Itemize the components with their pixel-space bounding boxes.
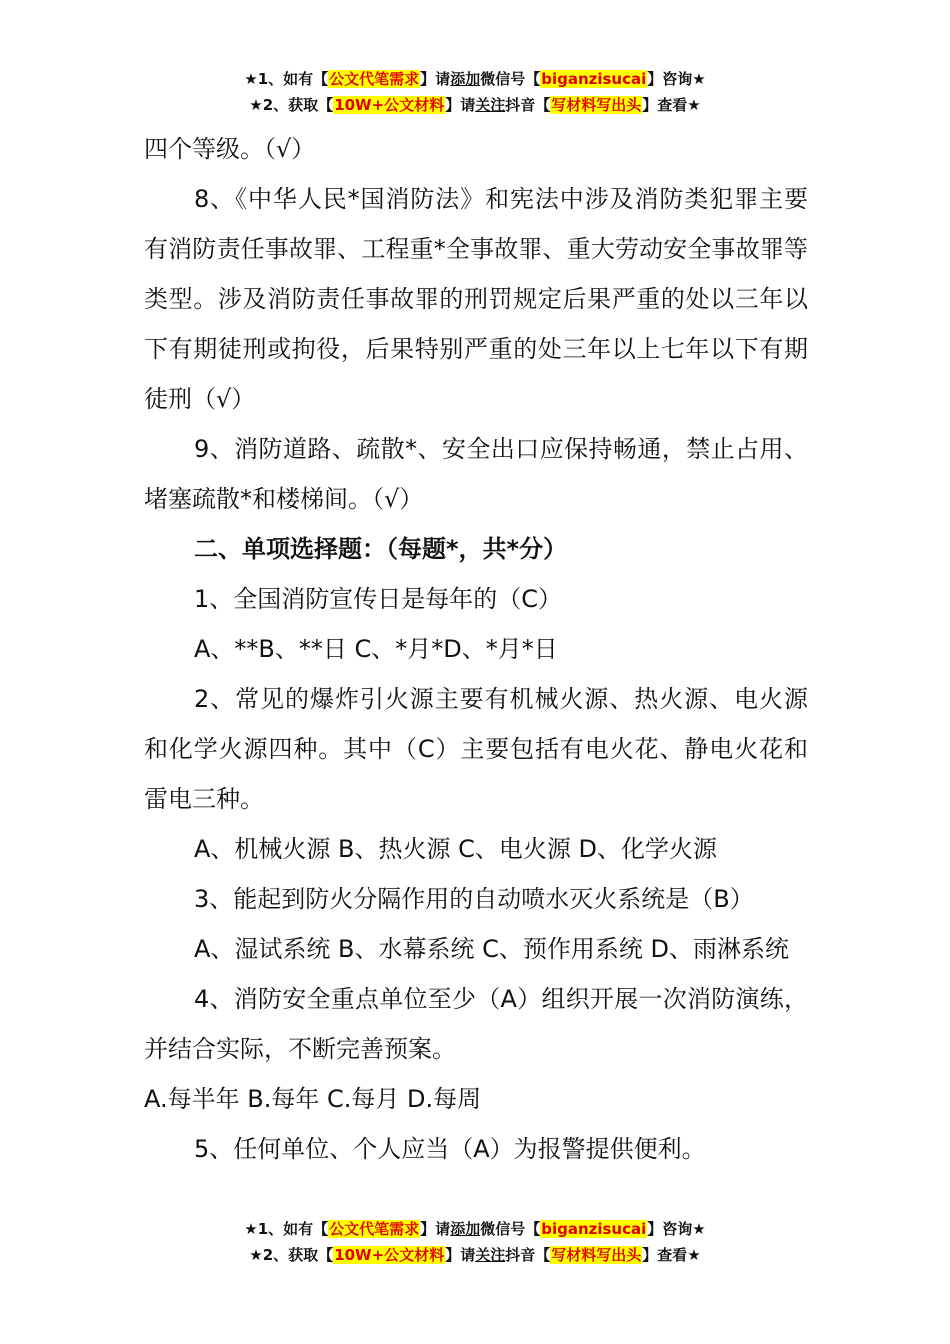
banner-highlight-wechat: biganzisucai [541,1220,647,1238]
banner-text: 微信号【 [480,1220,541,1238]
paragraph: 9、消防道路、疏散*、安全出口应保持畅通，禁止占用、堵塞疏散*和楼梯间。（√） [144,435,808,513]
banner-text: 微信号【 [480,70,541,88]
banner-text: ★2、获取【 [249,1246,334,1264]
banner-text: 】请 [420,70,451,88]
banner-underline: 添加 [450,1220,481,1238]
question: 2、常见的爆炸引火源主要有机械火源、热火源、电火源和化学火源四种。其中（C）主要包括有电火花、静电火花和雷电三种。 [144,685,808,813]
banner-highlight: 公文代笔需求 [329,1220,420,1238]
paragraph: 8、《中华人民*国消防法》和宪法中涉及消防类犯罪主要有消防责任事故罪、工程重*全事故罪、重大劳动安全事故罪等类型。涉及消防责任事故罪的刑罚规定后果严重的处以三年以下有期徒刑或拘役，后果特别严重的处三年以上七年以下有期徒刑（√） [144,185,808,413]
header-banner [0,66,950,118]
options: A、**B、**日 C、*月*D、*月*日 [194,635,558,663]
banner-text: ★2、获取【 [249,96,334,114]
banner-underline: 添加 [450,70,481,88]
banner-text: 】咨询★ [647,70,706,88]
document-body [144,124,808,1174]
options: A、机械火源 B、热火源 C、电火源 D、化学火源 [194,835,718,863]
banner-text: ★1、如有【 [244,70,329,88]
banner-highlight-douyin: 写材料写出头 [551,96,642,114]
banner-text: 】请 [445,1246,476,1264]
options: A、湿试系统 B、水幕系统 C、预作用系统 D、雨淋系统 [194,935,790,963]
question: 4、消防安全重点单位至少（A）组织开展一次消防演练，并结合实际，不断完善预案。 [144,985,808,1063]
banner-line-2 [0,92,950,118]
section-heading: 二、单项选择题：（每题*，共*分） [194,535,568,563]
banner-text: 】查看★ [642,1246,701,1264]
banner-text: 抖音【 [505,1246,551,1264]
banner-highlight: 10W+公文材料 [334,96,445,114]
options: A.每半年 B.每年 C.每月 D.每周 [144,1085,482,1113]
banner-text: 】查看★ [642,96,701,114]
banner-line-1 [0,66,950,92]
question: 5、任何单位、个人应当（A）为报警提供便利。 [194,1135,706,1163]
banner-text: 】请 [420,1220,451,1238]
banner-line-1 [0,1216,950,1242]
banner-text: 抖音【 [505,96,551,114]
banner-highlight: 10W+公文材料 [334,1246,445,1264]
banner-highlight-douyin: 写材料写出头 [551,1246,642,1264]
footer-banner [0,1216,950,1268]
banner-line-2 [0,1242,950,1268]
banner-text: 】咨询★ [647,1220,706,1238]
question: 3、能起到防火分隔作用的自动喷水灭火系统是（B） [194,885,754,913]
banner-text: ★1、如有【 [244,1220,329,1238]
banner-highlight: 公文代笔需求 [329,70,420,88]
banner-highlight-wechat: biganzisucai [541,70,647,88]
banner-underline: 关注 [475,96,506,114]
banner-underline: 关注 [475,1246,506,1264]
question: 1、全国消防宣传日是每年的（C） [194,585,563,613]
banner-text: 】请 [445,96,476,114]
paragraph: 四个等级。（√） [144,135,316,163]
